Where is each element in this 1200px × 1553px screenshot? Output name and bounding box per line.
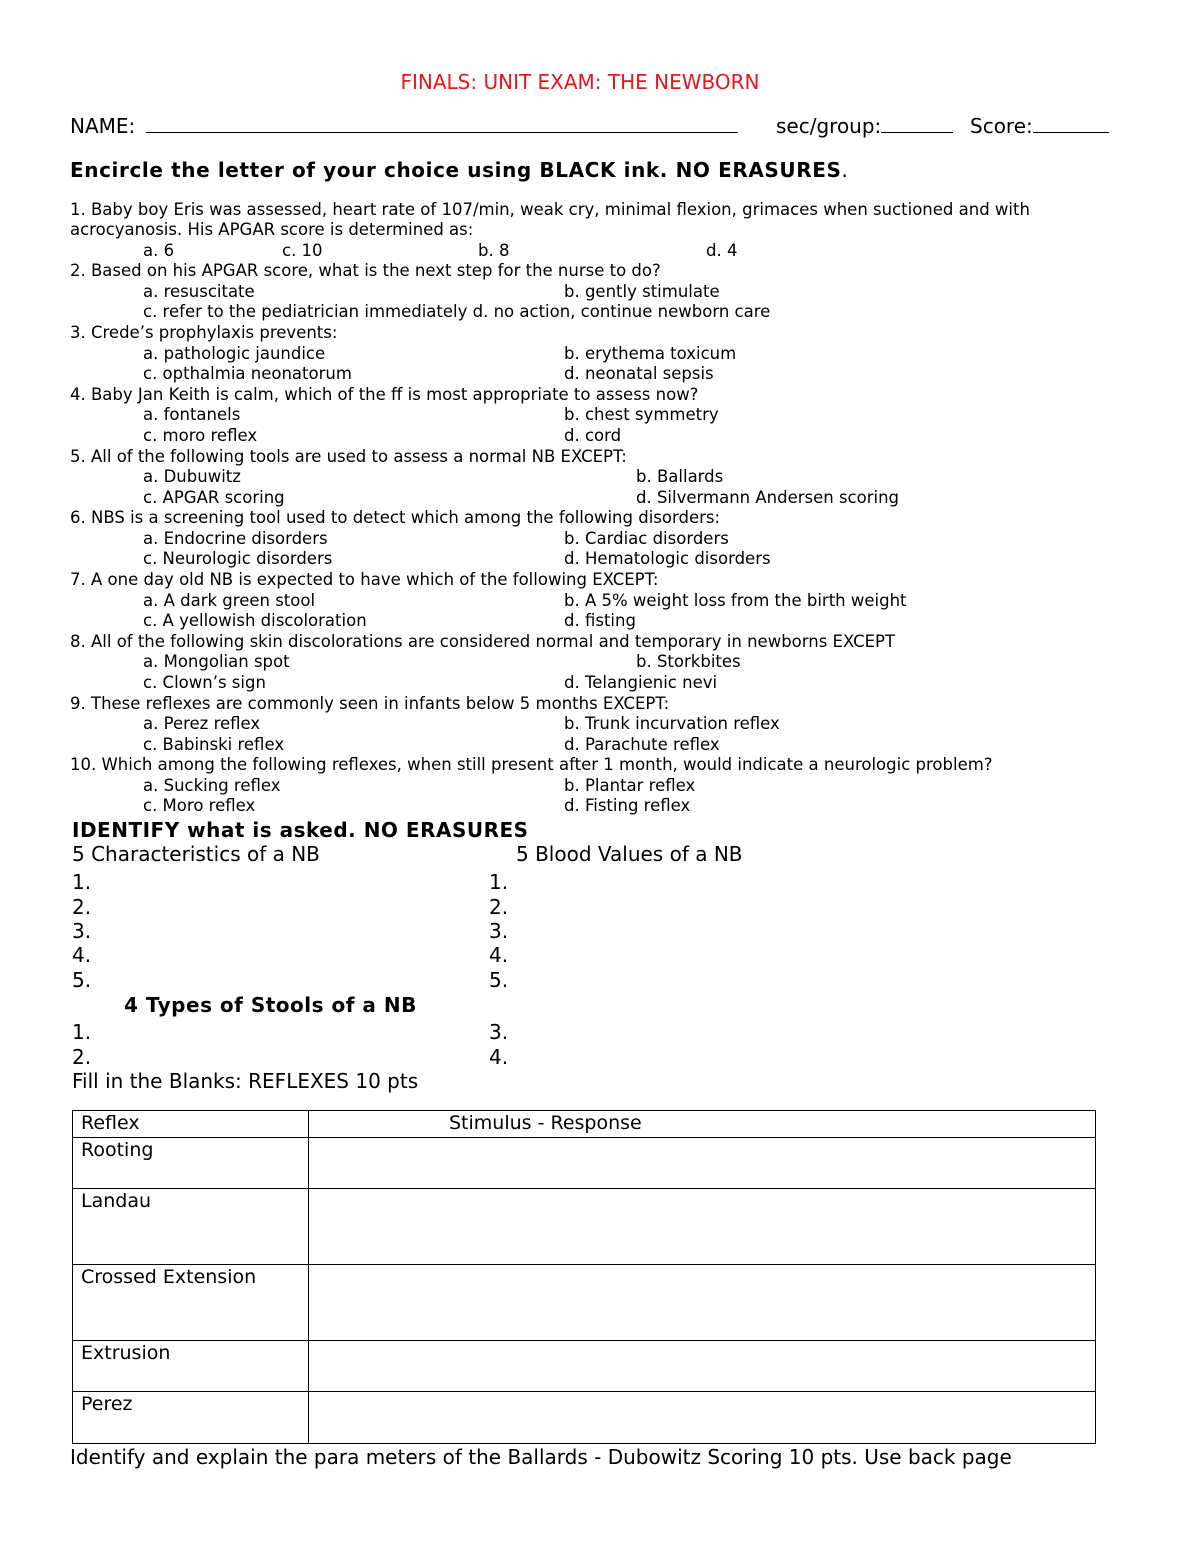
fill-in-heading: Fill in the Blanks: REFLEXES 10 pts <box>72 1069 419 1093</box>
q5-option-c: c. APGAR scoring <box>143 488 285 507</box>
q8-option-d: d. Telangienic nevi <box>564 673 718 692</box>
stools-title: 4 Types of Stools of a NB <box>124 993 417 1017</box>
name-blank <box>146 114 738 133</box>
q10-option-c: c. Moro reflex <box>143 796 256 815</box>
instruction <box>70 158 849 182</box>
q9-option-c: c. Babinski reflex <box>143 735 285 754</box>
section-blank <box>881 114 953 133</box>
q3-option-d: d. neonatal sepsis <box>564 364 714 383</box>
q5-option-d: d. Silvermann Andersen scoring <box>636 488 900 507</box>
q2-option-b: b. gently stimulate <box>564 282 720 301</box>
characteristic-item: 1. <box>72 870 92 894</box>
table-row <box>73 1341 1096 1392</box>
q1-option-d: d. 4 <box>706 241 738 260</box>
reflex-table <box>72 1110 1096 1444</box>
blood-values-title: 5 Blood Values of a NB <box>516 842 743 866</box>
characteristic-item: 2. <box>72 895 92 919</box>
question-8-stem: 8. All of the following skin discolorations are considered normal and temporary in newborns EXCEPT <box>70 632 896 651</box>
q1-option-c: c. 10 <box>282 241 323 260</box>
blood-value-item: 5. <box>489 968 509 992</box>
question-3-stem: 3. Crede’s prophylaxis prevents: <box>70 323 338 342</box>
blood-value-item: 1. <box>489 870 509 894</box>
q8-option-b: b. Storkbites <box>636 652 741 671</box>
reflex-name: Extrusion <box>73 1341 309 1392</box>
score-label: Score: <box>970 114 1033 138</box>
characteristics-title: 5 Characteristics of a NB <box>72 842 320 866</box>
score-blank <box>1033 114 1109 133</box>
characteristic-item: 4. <box>72 943 92 967</box>
stimulus-column-header: Stimulus - Response <box>309 1111 1096 1138</box>
reflex-name: Crossed Extension <box>73 1265 309 1341</box>
characteristic-item: 5. <box>72 968 92 992</box>
reflex-column-header: Reflex <box>73 1111 309 1138</box>
blood-value-item: 4. <box>489 943 509 967</box>
response-cell[interactable] <box>309 1265 1096 1341</box>
q7-option-b: b. A 5% weight loss from the birth weight <box>564 591 907 610</box>
q3-option-c: c. opthalmia neonatorum <box>143 364 352 383</box>
q9-option-b: b. Trunk incurvation reflex <box>564 714 780 733</box>
name-field <box>70 114 738 138</box>
q6-option-d: d. Hematologic disorders <box>564 549 771 568</box>
q3-option-a: a. pathologic jaundice <box>143 344 326 363</box>
q7-option-a: a. A dark green stool <box>143 591 316 610</box>
q4-option-b: b. chest symmetry <box>564 405 719 424</box>
question-6-stem: 6. NBS is a screening tool used to detect which among the following disorders: <box>70 508 721 527</box>
table-row <box>73 1138 1096 1189</box>
reflex-name: Perez <box>73 1392 309 1444</box>
q3-option-b: b. erythema toxicum <box>564 344 737 363</box>
q7-option-d: d. fisting <box>564 611 636 630</box>
reflex-name: Landau <box>73 1189 309 1265</box>
question-5-stem: 5. All of the following tools are used to assess a normal NB EXCEPT: <box>70 447 627 466</box>
instruction-period: . <box>841 158 849 182</box>
q4-option-d: d. cord <box>564 426 622 445</box>
q7-option-c: c. A yellowish discoloration <box>143 611 367 630</box>
q10-option-b: b. Plantar reflex <box>564 776 696 795</box>
table-row <box>73 1392 1096 1444</box>
score-field <box>970 114 1109 138</box>
q8-option-c: c. Clown’s sign <box>143 673 266 692</box>
stool-item: 3. <box>489 1020 509 1044</box>
response-cell[interactable] <box>309 1189 1096 1265</box>
q4-option-a: a. fontanels <box>143 405 241 424</box>
stool-item: 1. <box>72 1020 92 1044</box>
q1-option-a: a. 6 <box>143 241 175 260</box>
q6-option-c: c. Neurologic disorders <box>143 549 333 568</box>
identify-heading: IDENTIFY what is asked. NO ERASURES <box>72 818 529 842</box>
reflex-name: Rooting <box>73 1138 309 1189</box>
blood-value-item: 2. <box>489 895 509 919</box>
response-cell[interactable] <box>309 1392 1096 1444</box>
question-7-stem: 7. A one day old NB is expected to have which of the following EXCEPT: <box>70 570 659 589</box>
characteristic-item: 3. <box>72 919 92 943</box>
section-label: sec/group: <box>776 114 882 138</box>
table-row <box>73 1189 1096 1265</box>
response-cell[interactable] <box>309 1138 1096 1189</box>
stool-item: 2. <box>72 1045 92 1069</box>
instruction-text: Encircle the letter of your choice using BLACK ink. NO ERASURES <box>70 158 842 182</box>
q2-option-a: a. resuscitate <box>143 282 255 301</box>
q10-option-a: a. Sucking reflex <box>143 776 281 795</box>
question-9-stem: 9. These reflexes are commonly seen in infants below 5 months EXCEPT: <box>70 694 670 713</box>
question-1-stem: 1. Baby boy Eris was assessed, heart rate of 107/min, weak cry, minimal flexion, grimaces when suctioned and with <box>70 200 1030 219</box>
q2-option-c-d: c. refer to the pediatrician immediately d. no action, continue newborn care <box>143 302 771 321</box>
exam-title: FINALS: UNIT EXAM: THE NEWBORN <box>400 70 760 94</box>
q5-option-a: a. Dubuwitz <box>143 467 241 486</box>
q9-option-d: d. Parachute reflex <box>564 735 720 754</box>
q6-option-a: a. Endocrine disorders <box>143 529 328 548</box>
question-2-stem: 2. Based on his APGAR score, what is the next step for the nurse to do? <box>70 261 661 280</box>
table-row <box>73 1265 1096 1341</box>
section-field <box>776 114 953 138</box>
q8-option-a: a. Mongolian spot <box>143 652 290 671</box>
blood-value-item: 3. <box>489 919 509 943</box>
stool-item: 4. <box>489 1045 509 1069</box>
q1-option-b: b. 8 <box>478 241 510 260</box>
response-cell[interactable] <box>309 1341 1096 1392</box>
table-header-row <box>73 1111 1096 1138</box>
question-10-stem: 10. Which among the following reflexes, when still present after 1 month, would indicate a neurologic problem? <box>70 755 993 774</box>
question-4-stem: 4. Baby Jan Keith is calm, which of the ff is most appropriate to assess now? <box>70 385 699 404</box>
q5-option-b: b. Ballards <box>636 467 724 486</box>
footer-instruction: Identify and explain the para meters of the Ballards - Dubowitz Scoring 10 pts. Use back page <box>70 1445 1012 1469</box>
q10-option-d: d. Fisting reflex <box>564 796 691 815</box>
q4-option-c: c. moro reflex <box>143 426 258 445</box>
q6-option-b: b. Cardiac disorders <box>564 529 729 548</box>
q9-option-a: a. Perez reflex <box>143 714 261 733</box>
name-label: NAME: <box>70 114 136 138</box>
question-1-stem-cont: acrocyanosis. His APGAR score is determined as: <box>70 220 474 239</box>
